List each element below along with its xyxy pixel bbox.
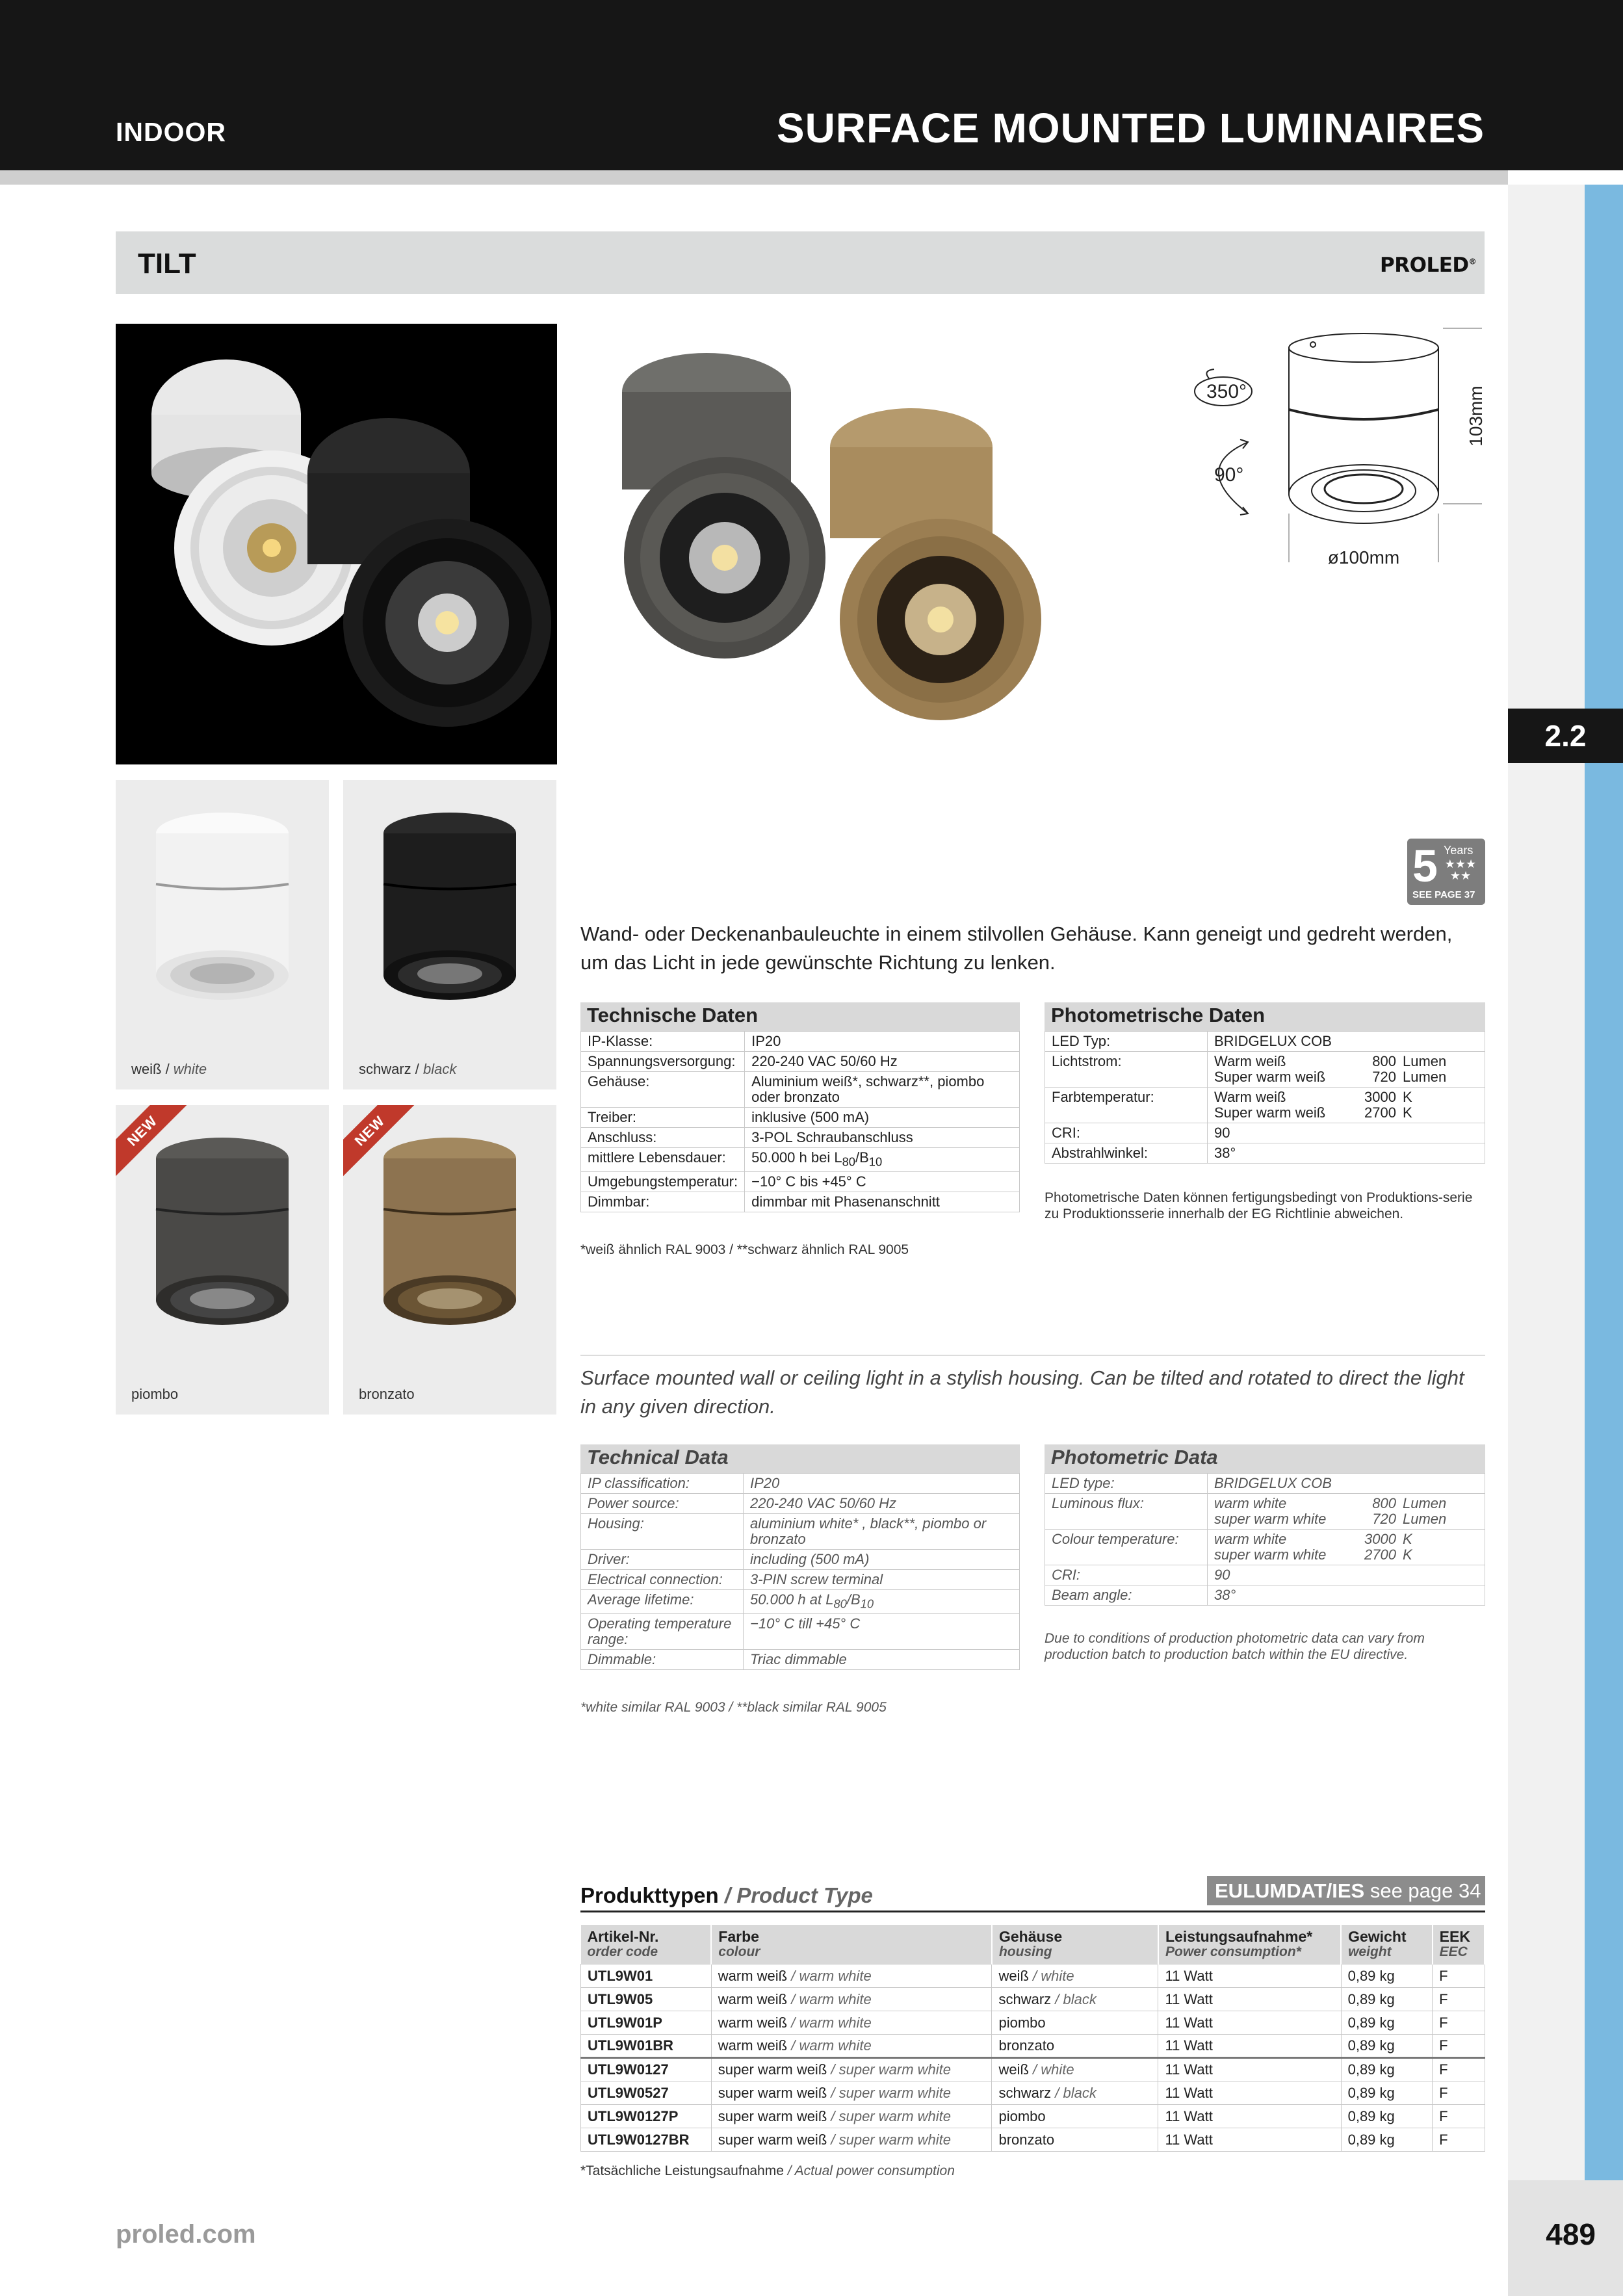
tech-data-en [580,1444,1020,1670]
spec-key: IP classification: [581,1474,744,1494]
photometric-data-de: Photometrische Daten LED Typ: BRIDGELUX COB Lichtstrom: Warm weiß 800 Lumen Super warm weiß 720 Lumen Farbtemperatur: Warm weiß 3000 K Super warm weiß 2700 K CRI: 90 Abstrahlwinkel: 38° [1045,1002,1485,1164]
description-de: Wand- oder Deckenanbauleuchte in einem stilvollen Gehäuse. Kann geneigt und gedreht werden, um das Licht in jede gewünschte Richtung zu lenken. [580,922,1453,974]
variant-label: weiß / white [131,1061,207,1077]
spec-row [581,1474,1020,1494]
hero-photo [116,324,557,764]
spec-key: Housing: [581,1514,744,1550]
photometric-data-en: Photometric Data LED type: BRIDGELUX COB Luminous flux: warm white 800 Lumen super warm white 720 Lumen Colour temperature: warm white 3000 K super warm white 2700 K CRI: 90 Beam angle: 38° [1045,1444,1485,1606]
spec-key: Treiber: [581,1108,745,1128]
rotation-label: 350° [1206,381,1247,402]
column-header: Leistungsaufnahme* Power consumption* [1158,1925,1341,1964]
table-title: Photometric Data [1045,1444,1485,1473]
header-divider [0,170,1508,185]
variant-thumb-bronzato[interactable] [343,1105,556,1415]
tech-note-en: *white similar RAL 9003 / **black similar RAL 9005 [580,1700,887,1715]
flux-value: 3000 [1364,1531,1396,1547]
flux-label: Super warm weiß [1214,1104,1326,1121]
spec-value: 3-PIN screw terminal [744,1570,1020,1590]
spec-row [581,1072,1020,1108]
product-types-heading: Produkttypen / Product Type [580,1883,873,1907]
spec-row [581,1514,1020,1550]
variant-thumb-white[interactable] [116,780,329,1089]
brand-logo: PROLED® [1380,254,1477,277]
flux-label: Super warm weiß [1214,1069,1326,1085]
category-title: SURFACE MOUNTED LUMINAIRES [776,105,1485,151]
spec-key: mittlere Lebensdauer: [581,1148,745,1172]
section-label: INDOOR [116,117,226,147]
description-en: Surface mounted wall or ceiling light in a stylish housing. Can be tilted and rotated to direct the light in any given direction. [580,1366,1464,1418]
new-badge: NEW [116,1105,190,1179]
spec-value: −10° C bis +45° C [745,1172,1020,1192]
spec-key: Spannungsversorgung: [581,1052,745,1072]
flux-label: warm white [1214,1531,1287,1547]
spec-row [581,1650,1020,1670]
flux-value: 720 [1372,1069,1396,1085]
variant-label: schwarz / black [359,1061,457,1077]
spec-key: Power source: [581,1494,744,1514]
page-number: 489 [1546,2217,1596,2251]
column-header: Gewicht weight [1341,1925,1433,1964]
flux-unit: K [1403,1104,1412,1121]
flux-value: 2700 [1364,1546,1396,1563]
eulumdat-link[interactable]: EULUMDAT/IES see page 34 [1207,1876,1485,1905]
spec-row [581,1590,1020,1614]
tech-note-de: *weiß ähnlich RAL 9003 / **schwarz ähnlich RAL 9005 [580,1242,909,1257]
photometric-note-en: Due to conditions of production photometric data can vary from production batch to production batch within the EU directive. [1045,1631,1425,1662]
diameter-label: ø100mm [1327,547,1400,567]
spec-value: IP20 [744,1474,1020,1494]
new-badge: NEW [343,1105,418,1179]
warranty-badge: 5 Years ★★★ ★★ SEE PAGE 37 [1407,839,1485,905]
product-types-table [580,1925,1485,2152]
spec-value: 50.000 h at $L_{80}/B_{10}$ [744,1590,1020,1614]
website-link[interactable]: proled.com [116,2220,256,2249]
flux-unit: K [1403,1089,1412,1105]
product-row[interactable]: UTL9W0127P super warm weiß / super warm white piombo 11 Watt 0,89 kg F [581,2105,1485,2128]
spec-value: including (500 mA) [744,1550,1020,1570]
side-margin [1508,185,1585,2180]
spec-key: Average lifetime: [581,1590,744,1614]
height-label: 103mm [1466,385,1486,447]
flux-label: warm white [1214,1495,1287,1511]
flux-value: 720 [1372,1511,1396,1527]
power-footnote: *Tatsächliche Leistungsaufnahme / Actual power consumption [580,2163,955,2178]
spec-row [581,1494,1020,1514]
spec-value: IP20 [745,1032,1020,1052]
flux-unit: Lumen [1403,1069,1447,1085]
product-row[interactable]: UTL9W0527 super warm weiß / super warm white schwarz / black 11 Watt 0,89 kg F [581,2081,1485,2105]
spec-key: Umgebungstemperatur: [581,1172,745,1192]
product-row[interactable]: UTL9W01BR warm weiß / warm white bronzato 11 Watt 0,89 kg F [581,2035,1485,2058]
flux-label: super warm white [1214,1546,1327,1563]
product-row[interactable]: UTL9W01 warm weiß / warm white weiß / white 11 Watt 0,89 kg F [581,1964,1485,1988]
product-row[interactable]: UTL9W01P warm weiß / warm white piombo 11 Watt 0,89 kg F [581,2011,1485,2035]
hero-photo-secondary [557,324,1077,764]
flux-label: Warm weiß [1214,1089,1286,1105]
spec-value: 3-POL Schraubanschluss [745,1128,1020,1148]
spec-row [581,1128,1020,1148]
spec-value: −10° C till +45° C [744,1614,1020,1650]
chapter-tab[interactable]: 2.2 [1508,709,1623,763]
photometric-note-de: Photometrische Daten können fertigungsbedingt von Produktions-serie zu Produktionsserie innerhalb der EG Richtlinie abweichen. [1045,1190,1473,1221]
flux-unit: Lumen [1403,1495,1447,1511]
spec-value: 220-240 VAC 50/60 Hz [744,1494,1020,1514]
dimension-drawing [1183,319,1495,579]
spec-value: Aluminium weiß*, schwarz**, piombo oder bronzato [745,1072,1020,1108]
product-row[interactable]: UTL9W0127 super warm weiß / super warm white weiß / white 11 Watt 0,89 kg F [581,2058,1485,2081]
column-header: EEK EEC [1433,1925,1485,1964]
flux-label: Warm weiß [1214,1053,1286,1069]
variant-thumb-piombo[interactable] [116,1105,329,1415]
flux-value: 3000 [1364,1089,1396,1105]
spec-row [581,1570,1020,1590]
spec-key: Dimmable: [581,1650,744,1670]
spec-key: Gehäuse: [581,1072,745,1108]
flux-unit: K [1403,1531,1412,1547]
table-title: Technische Daten [580,1002,1020,1031]
product-row[interactable]: UTL9W05 warm weiß / warm white schwarz / black 11 Watt 0,89 kg F [581,1988,1485,2011]
spec-key: Operating temperature range: [581,1614,744,1650]
table-title: Photometrische Daten [1045,1002,1485,1031]
spec-key: Anschluss: [581,1128,745,1148]
spec-value: dimmbar mit Phasenanschnitt [745,1192,1020,1212]
spec-row [581,1052,1020,1072]
spec-row [581,1108,1020,1128]
spec-key: Electrical connection: [581,1570,744,1590]
variant-thumb-black[interactable] [343,780,556,1089]
column-header: Artikel-Nr. order code [581,1925,712,1964]
spec-value: aluminium white* , black**, piombo or bronzato [744,1514,1020,1550]
spec-row [581,1172,1020,1192]
spec-row [581,1192,1020,1212]
spec-value: 220-240 VAC 50/60 Hz [745,1052,1020,1072]
spec-key: IP-Klasse: [581,1032,745,1052]
spec-value: inklusive (500 mA) [745,1108,1020,1128]
variant-label: bronzato [359,1386,415,1402]
flux-value: 800 [1372,1495,1396,1511]
flux-value: 800 [1372,1053,1396,1069]
spec-row [581,1148,1020,1172]
column-header: Farbe colour [711,1925,992,1964]
chapter-color-tab [1585,185,1623,2180]
product-row[interactable]: UTL9W0127BR super warm weiß / super warm white bronzato 11 Watt 0,89 kg F [581,2128,1485,2152]
spec-row [581,1032,1020,1052]
column-header: Gehäuse housing [992,1925,1158,1964]
spec-value: Triac dimmable [744,1650,1020,1670]
spec-value: 50.000 h bei $L_{80}/B_{10}$ [745,1148,1020,1172]
spec-key: Driver: [581,1550,744,1570]
product-title-bar [116,231,1485,294]
flux-label: super warm white [1214,1511,1327,1527]
spec-row [581,1614,1020,1650]
flux-unit: Lumen [1403,1511,1447,1527]
tilt-label: 90° [1214,464,1244,486]
section-divider [580,1355,1485,1356]
spec-row [581,1550,1020,1570]
flux-value: 2700 [1364,1104,1396,1121]
flux-unit: K [1403,1546,1412,1563]
heading-rule [580,1911,1485,1912]
flux-unit: Lumen [1403,1053,1447,1069]
tech-data-de [580,1002,1020,1212]
spec-key: Dimmbar: [581,1192,745,1212]
variant-label: piombo [131,1386,179,1402]
product-name: TILT [138,248,196,280]
table-title: Technical Data [580,1444,1020,1473]
